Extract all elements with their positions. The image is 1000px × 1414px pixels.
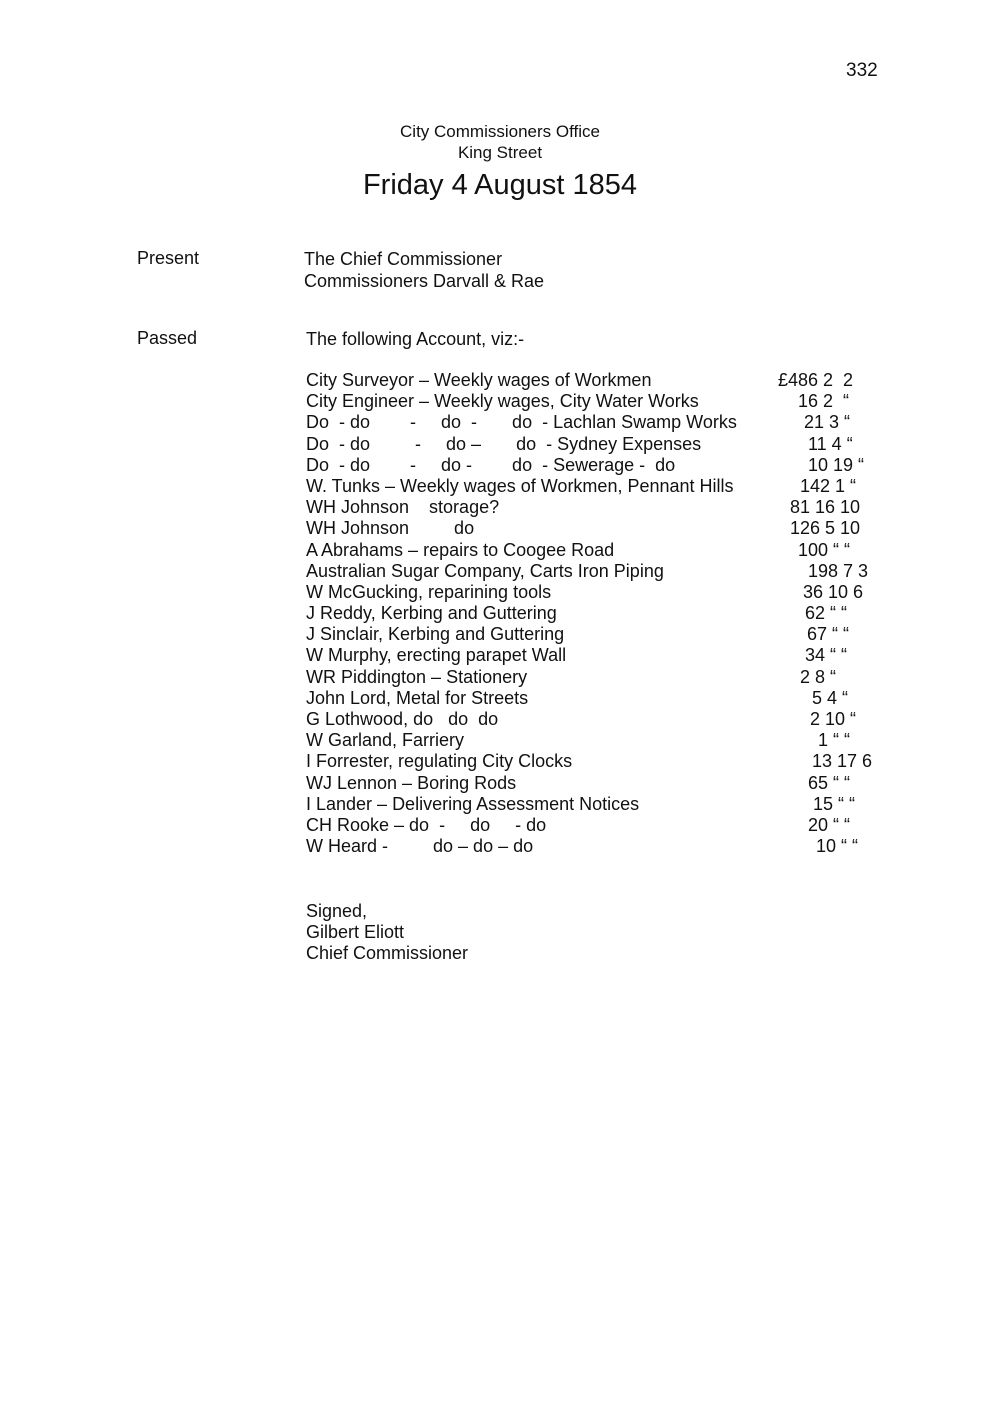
account-row [306,391,906,412]
office-name: City Commissioners Office [400,122,600,141]
account-amount: £486 2 2 [778,370,854,390]
account-item: A Abrahams – repairs to Coogee Road [306,539,615,560]
account-item: W Garland, Farriery [306,730,465,751]
present-line-chief: The Chief Commissioner [304,249,503,269]
meeting-date: Friday 4 August 1854 [362,169,638,201]
account-row [306,688,906,709]
account-item: Do - do - do - do - Lachlan Swamp Works [306,412,737,433]
account-row [306,582,906,603]
account-amount: 10 “ “ [816,836,859,857]
accounts-list [306,370,906,857]
account-item: I Forrester, regulating City Clocks [306,751,573,772]
account-amount: 2 8 “ [800,666,837,687]
account-row [306,751,906,772]
account-row [306,836,906,857]
account-item: J Reddy, Kerbing and Guttering [306,603,557,624]
account-item: WH Johnson do [306,518,475,539]
account-amount: 142 1 “ [800,475,857,496]
account-row [306,412,906,433]
account-row [306,624,906,645]
account-row [306,518,906,539]
account-amount: 11 4 “ [808,433,853,454]
account-amount: 62 “ “ [805,603,848,624]
account-amount: 2 10 “ [810,709,857,729]
passed-label: Passed [137,328,198,348]
present-line-commissioners: Commissioners Darvall & Rae [304,271,545,291]
account-amount: 126 5 10 [790,518,861,539]
account-row [306,730,906,751]
account-row [306,434,906,455]
present-label: Present [137,248,200,268]
account-amount: 5 4 “ [812,687,849,708]
account-amount: 34 “ “ [805,645,848,666]
account-amount: 65 “ “ [808,772,851,793]
account-item: WR Piddington – Stationery [306,666,528,687]
account-row [306,794,906,815]
account-item: W McGucking, reparining tools [306,581,552,602]
street-name: King Street [457,143,543,162]
account-item: City Surveyor – Weekly wages of Workmen [306,370,652,390]
account-amount: 20 “ “ [808,814,851,835]
signatory-title: Chief Commissioner [306,943,469,963]
signed-text: Signed, [306,901,368,921]
account-row [306,497,906,518]
account-amount: 10 19 “ [808,454,865,475]
account-amount: 16 2 “ [798,391,850,412]
account-item: Do - do - do – do - Sydney Expenses [306,433,702,454]
account-amount: 21 3 “ [804,412,851,433]
account-item: CH Rooke – do - do - do [306,814,547,835]
account-row [306,561,906,582]
account-item: Do - do - do - do - Sewerage - do [306,454,676,475]
account-row [306,815,906,836]
account-item: J Sinclair, Kerbing and Guttering [306,624,565,645]
minutes-header [0,121,1000,205]
signatory-name: Gilbert Eliott [306,922,405,942]
account-amount: 67 “ “ [807,624,850,645]
account-amount: 81 16 10 [790,497,861,518]
page-number: 332 [846,60,878,81]
account-row [306,773,906,794]
account-amount: 100 “ “ [798,539,851,560]
account-row [306,667,906,688]
account-amount: 15 “ “ [813,793,856,814]
account-item: W Heard - do – do – do [306,836,534,857]
account-amount: 36 10 6 [803,581,864,602]
account-item: WJ Lennon – Boring Rods [306,772,517,793]
signature-block [306,901,468,964]
account-amount: 13 17 6 [812,751,873,772]
account-item: I Lander – Delivering Assessment Notices [306,793,640,814]
account-item: Australian Sugar Company, Carts Iron Piping [306,560,664,581]
account-item: John Lord, Metal for Streets [306,687,529,708]
account-row [306,476,906,497]
account-item: WH Johnson storage? [306,497,500,518]
passed-intro: The following Account, viz:- [306,329,525,349]
account-row [306,370,906,391]
account-row [306,709,906,730]
account-item: G Lothwood, do do do [306,709,499,729]
account-amount: 198 7 3 [808,560,869,581]
present-list [304,248,544,292]
account-item: W. Tunks – Weekly wages of Workmen, Pennant Hills [306,475,734,496]
account-row [306,603,906,624]
account-row [306,455,906,476]
account-amount: 1 “ “ [818,730,851,751]
account-item: W Murphy, erecting parapet Wall [306,645,567,666]
account-row [306,540,906,561]
account-row [306,645,906,666]
account-item: City Engineer – Weekly wages, City Water Works [306,391,699,412]
